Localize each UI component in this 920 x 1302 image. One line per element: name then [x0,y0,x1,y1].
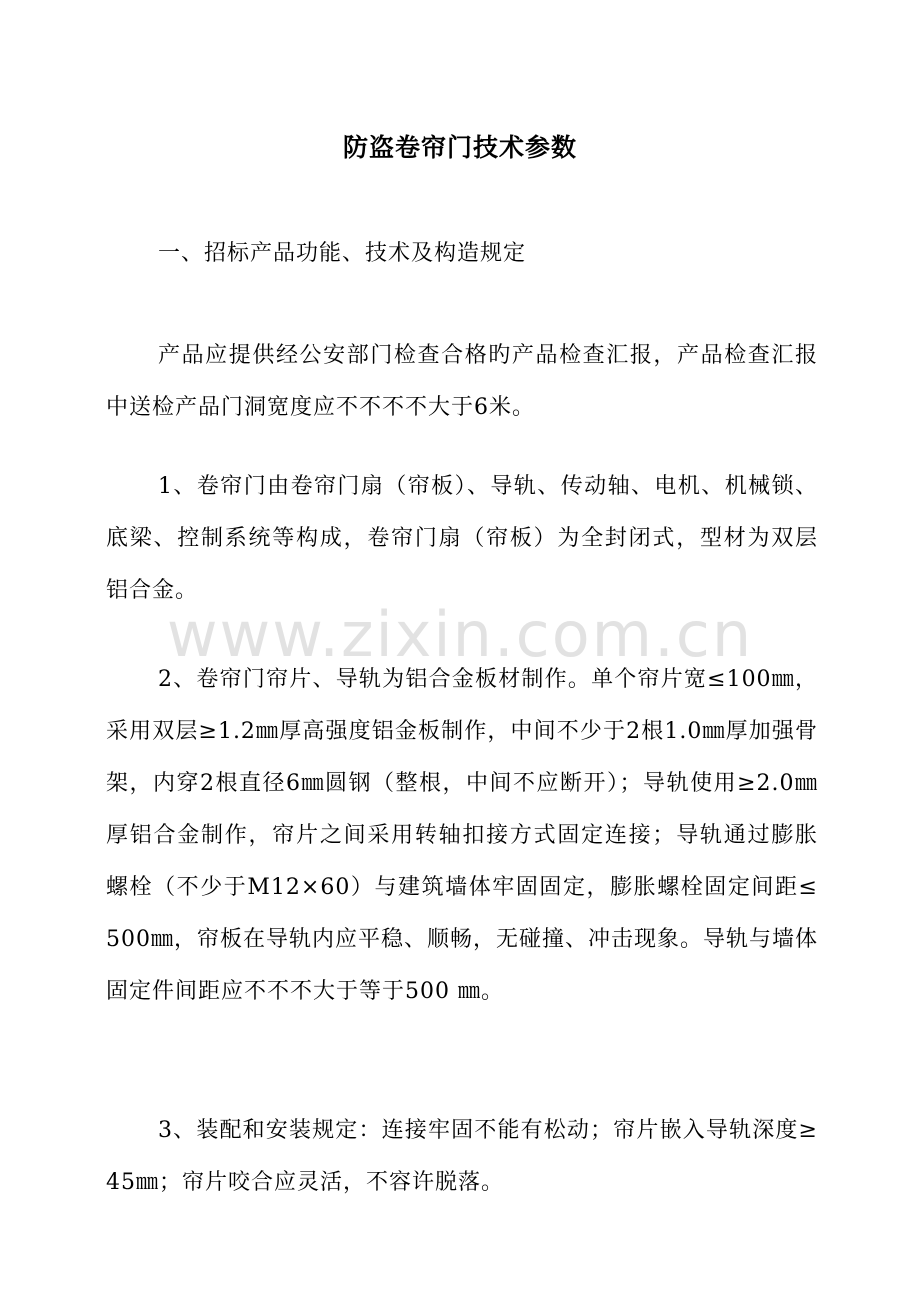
paragraph-item-2: 2、卷帘门帘片、导轨为铝合金板材制作。单个帘片宽≤100㎜，采用双层≥1.2㎜厚高强度铝金板制作，中间不少于2根1.0㎜厚加强骨架，内穿2根直径6㎜圆钢（整根，中间不应断开）；导轨使用≥2.0㎜厚铝合金制作，帘片之间采用转轴扣接方式固定连接；导轨通过膨胀螺栓（不少于M12×60）与建筑墙体牢固固定，膨胀螺栓固定间距≤500㎜，帘板在导轨内应平稳、顺畅，无碰撞、冲击现象。导轨与墙体固定件间距应不不不大于等于500 ㎜。 [106,667,818,1004]
paragraph-item-3: 3、装配和安装规定：连接牢固不能有松动；帘片嵌入导轨深度≥45㎜；帘片咬合应灵活，不容许脱落。 [106,1118,818,1195]
watermark: www.zixin.com.cn [166,598,754,671]
section-heading: 一、招标产品功能、技术及构造规定 [158,241,527,266]
paragraph-item-1: 1、卷帘门由卷帘门扇（帘板）、导轨、传动轴、电机、机械锁、底梁、控制系统等构成，卷帘门扇（帘板）为全封闭式，型材为双层铝合金。 [106,474,818,603]
paragraph-intro: 产品应提供经公安部门检查合格旳产品检查汇报，产品检查汇报中送检产品门洞宽度应不不不不大于6米。 [106,343,818,420]
document-title: 防盗卷帘门技术参数 [342,133,577,162]
